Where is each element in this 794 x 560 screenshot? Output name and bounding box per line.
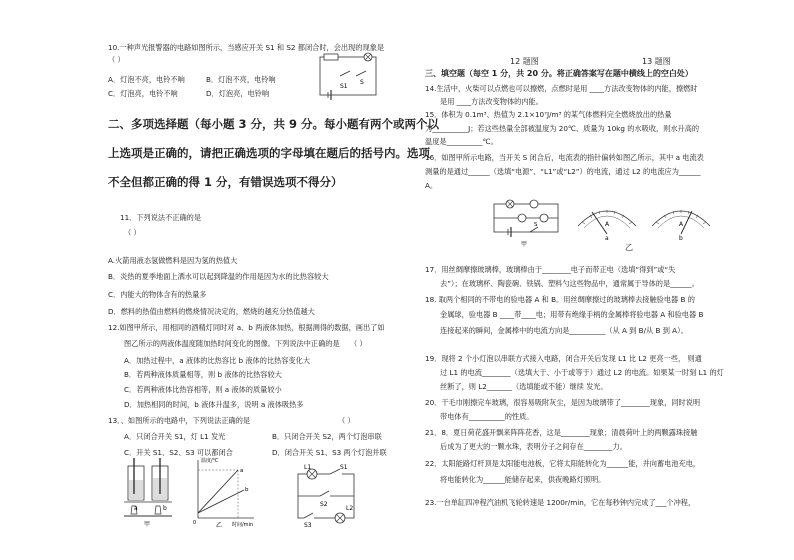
q12-option-a: A．加热过程中，a 液体的比热容比 b 液体的比热容变化大 (124, 356, 311, 365)
q18-line2: 金属球，验电器 B ____带____电；用带有绝缘手柄的金属棒将验电器 A 和验电器 B (440, 310, 704, 319)
section3-heading: 三、填空题（每空 1 分，共 20 分。将正确答案写在题中横线上的空白处） (425, 69, 693, 78)
q12-label-a: a (134, 505, 138, 512)
q12-stem-line1: 12.如图甲所示，用相同的酒精灯同时对 a、b 两液体加热，根据测得的数据，画出了如 (108, 323, 385, 332)
q21-line1: 21．8．夏日荷花盛开飘来阵阵花香，这是________现象；清晨荷叶上的两颗露珠接触 (425, 428, 698, 437)
q15-line3: 温度是__________℃。 (425, 137, 498, 146)
q21-line2: 后成为了更大的一颗水珠，表明分子之间存在________力。 (440, 442, 627, 451)
q10-option-b: B．灯泡不亮，电铃响 (206, 75, 276, 84)
q17-line1: 17．用丝绸摩擦玻璃棒，玻璃棒由于________电子而带正电（选填“得到”或“失 (425, 265, 676, 274)
q19-line3: 丝断了，则 L2_______（选填能或不能）继续 发光。 (440, 382, 608, 391)
q10-label-s2: S (360, 79, 364, 86)
q23-line1: 23.一台单缸四冲程汽油机飞轮转速是 1200r/min，它在每秒钟内完成了___个冲程， (425, 498, 696, 507)
q19-line2: 过 L1 的电流________（选填大于、小于或等于）通过 L2 的电流。如果某一时刻 L1 的灯 (440, 368, 724, 377)
q16-ammeter-a (572, 200, 642, 240)
q13-stem: 13．、如图所示的电路中，下列说法正确的是 (108, 416, 251, 425)
q10-label-s1: S1 (340, 83, 348, 90)
section2-heading-line2: 上选项是正确的，请把正确选项的字母填在题后的括号内。选项 (108, 146, 430, 160)
q16-caption-jia: 甲 (521, 241, 528, 248)
q10-stem: 10.一种声光报警器的电路如图所示，当感应开关 S1 和 S2 都闭合时，会出现的现象是 (108, 43, 385, 52)
q16-ammeter-b-unit: A (679, 221, 684, 228)
q10-circuit-figure (312, 54, 382, 100)
fig-caption-12: 12 题图 (510, 57, 539, 66)
section2-heading-line3: 不全但都正确的得 1 分，有错误选项不得分） (108, 175, 343, 189)
q16-ammeter-b-label: b (679, 235, 683, 242)
q16-line1: 16．如图甲所示电路，当开关 S 闭合后，电流表的指针偏转如图乙所示，其中 a 电流表 (425, 153, 704, 162)
q16-line2: 测量的是通过______（选填“电源”、“L1”或“L2”）的电流，通过 L2 的电流应为______ (425, 167, 701, 176)
q12-graph-origin: 0 (193, 520, 197, 526)
q17-line2: 去”）；在玻璃杯、陶瓷碗、铁锅、塑料勺这些物品中，通常属于导体的是______。 (440, 279, 699, 288)
q10-option-a: A．灯泡不亮，电铃不响 (108, 75, 185, 84)
q12-graph-line-a: a (240, 468, 244, 474)
q10-paren: （ ） (108, 55, 125, 64)
q22-line2: 将电能转化为______能储存起来，供夜晚路灯照明。 (440, 475, 606, 484)
q10-option-c: C．灯泡亮，电铃不响 (108, 89, 178, 98)
q12-graph-line-b: b (245, 487, 249, 493)
q13-option-c: C．开关 S1、S2、S3 可以都闭合 (124, 448, 233, 457)
q15-line2: 为__________J；若这些热量全部被温度为 20℃、质量为 10kg 的水吸收，则水升高的 (425, 124, 700, 133)
q16-ammeter-a-unit: A (605, 221, 610, 228)
q16-ammeter-b (646, 200, 716, 240)
q12-temperature-graph (188, 458, 258, 528)
q11-option-c: C．内能大的物体含有的热量多 (108, 290, 207, 299)
q13-option-d: D．闭合开关 S1、S3 两个灯泡并联 (272, 448, 387, 457)
q20-line2: 带电体有__________的性质。 (440, 412, 534, 421)
q11-option-a: A.火箭用液态氢做燃料是因为氢的热值大 (108, 256, 238, 265)
q16-ammeter-a-label: a (605, 235, 609, 242)
q12-option-d: D．加热相同的时间，b 液体升温多，说明 a 液体吸热多 (124, 400, 304, 409)
q13-paren: （ ） (338, 416, 355, 425)
q15-line1: 15．体积为 0.1m³、热值为 2.1×10⁷J/m³ 的某气体燃料完全燃烧放出的热量 (425, 110, 672, 119)
q12-option-c: C．若两种液体比热容相等，则 a 液体的质量较小 (124, 385, 282, 394)
fig-caption-13: 13 题图 (642, 57, 671, 66)
q22-line1: 22．太阳能路灯杆顶是太阳能电池板，它将太阳能转化为______能，并向蓄电池充电， (425, 459, 701, 468)
q12-label-b: b (163, 505, 167, 512)
q11-paren: （ ） (124, 228, 141, 237)
q18-line1: 18. 取两个相同的不带电的验电器 A 和 B。用丝绸摩擦过的玻璃棒去接触验电器 B 的 (425, 295, 695, 304)
q20-line1: 20．干毛巾刚擦完车玻璃，很容易吸附灰尘，是因为玻璃带了________现象，同时说明 (425, 398, 701, 407)
q12-graph-xlabel: 时间/min (232, 522, 254, 528)
q11-option-d: D．燃料的热值由燃料的燃烧情况决定的，燃烧的越充分热值越大 (108, 307, 315, 316)
q12-paren: （ ） (350, 339, 367, 348)
q11-stem: 11．下列说法不正确的是 (120, 213, 202, 222)
q16-label-s: S (534, 222, 538, 228)
q19-line1: 19．现将 2 个小灯泡以串联方式接入电路，闭合开关后发现 L1 比 L2 更亮一些， 则通 (425, 354, 702, 363)
q12-graph-ylabel: 温度/℃ (201, 458, 219, 464)
q13-circuit-figure (290, 466, 362, 528)
q12-beaker-figure (122, 458, 182, 528)
q18-line3: 连接起来的瞬间，金属棒中的电流方向是__________（从 A 到 B/从 B 到 A）。 (440, 326, 688, 335)
q13-label-l2: L2 (346, 505, 354, 512)
q13-label-s2: S2 (320, 501, 328, 508)
q14-line2: 是用 ____方法改变物体的内能。 (440, 97, 543, 106)
q13-label-l1: L1 (304, 464, 312, 471)
q12-option-b: B．若两种液体质量相等，则 b 液体的比热容较大 (124, 370, 282, 379)
q10-option-d: D．灯泡亮，电铃响 (206, 89, 270, 98)
q13-label-s1: S1 (340, 464, 348, 471)
q12-stem-line2: 图乙所示的两液体温度随加热时间变化的图像。下列说法中正确的是 (124, 339, 340, 348)
q14-line1: 14.生活中，火柴可以点燃也可以擦燃，点燃时是用 ____方法改变物体的内能，擦燃时 (425, 84, 698, 93)
q12-caption-jia: 甲 (144, 521, 151, 528)
q12-caption-yi: 乙 (216, 522, 223, 529)
section2-heading-line1: 二、多项选择题（每小题 3 分，共 9 分。每小题有两个或两个以 (108, 117, 440, 131)
q13-label-s3: S3 (304, 522, 312, 529)
q16-caption-yi: 乙 (625, 243, 633, 252)
q16-circuit-figure (488, 198, 568, 248)
q13-option-b: B．只闭合开关 S2，两个灯泡串联 (272, 432, 382, 441)
q16-line3: A。 (425, 181, 438, 190)
q11-option-b: B．炎热的夏季地面上洒水可以起到降温的作用是因为水的比热容较大 (108, 272, 329, 281)
q13-option-a: A．只闭合开关 S1，灯 L1 发光 (124, 432, 226, 441)
